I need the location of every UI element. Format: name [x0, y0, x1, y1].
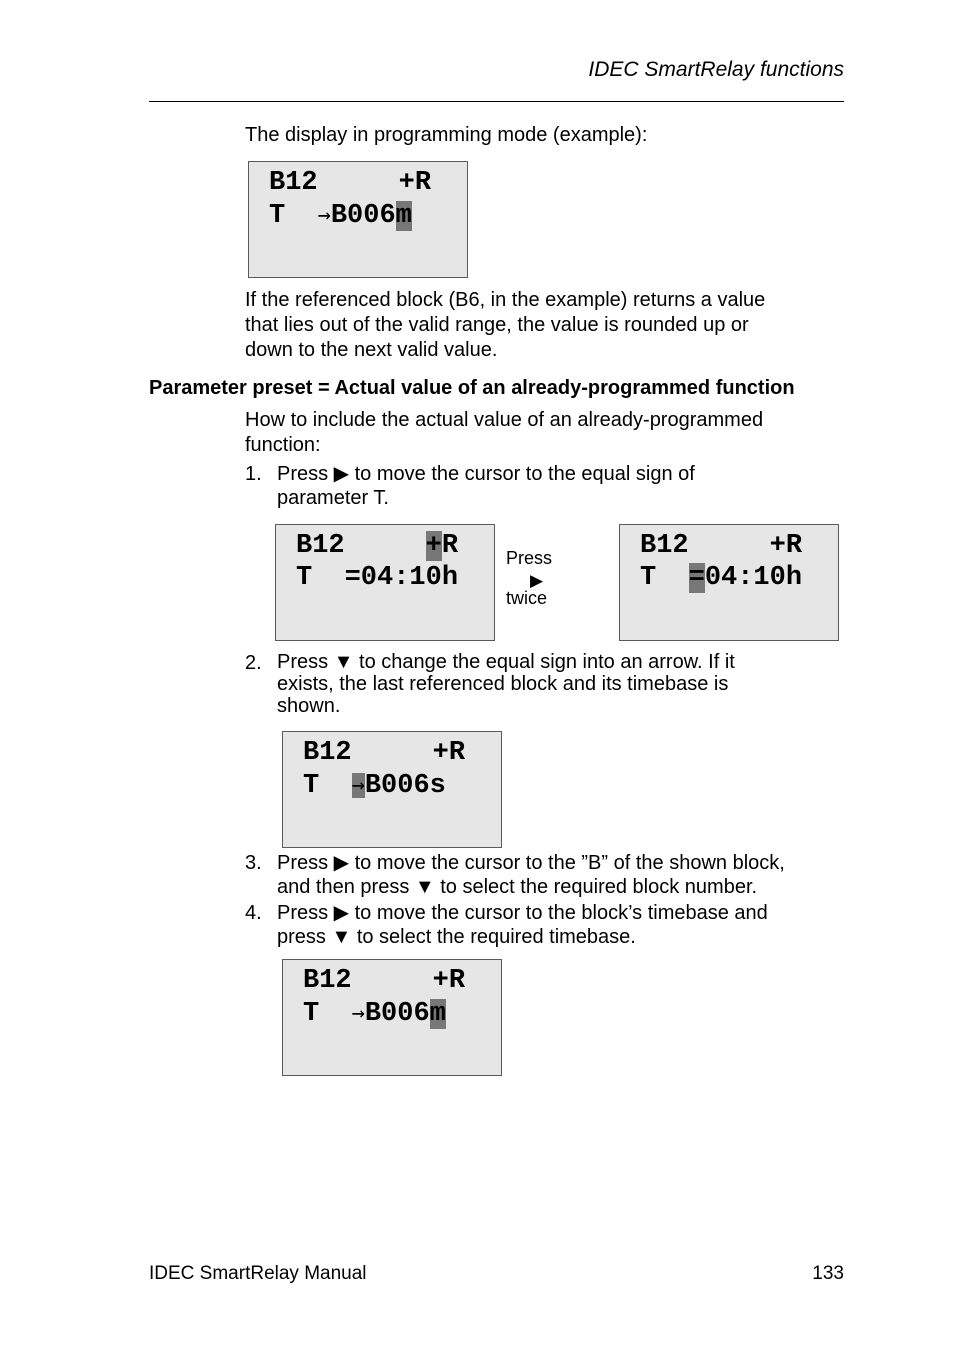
step-number: 2.	[245, 652, 262, 674]
running-header: IDEC SmartRelay functions	[588, 58, 844, 81]
lcd-text: T	[303, 771, 352, 801]
right-arrow-icon: ▶	[530, 571, 544, 590]
lcd-text: B006	[364, 999, 430, 1029]
how-to-paragraph	[245, 408, 763, 458]
step-line: and then press ▼ to select the required block number.	[277, 876, 758, 898]
lcd-line-1	[296, 531, 458, 562]
lcd-line-1: B12 +R	[303, 738, 466, 768]
lcd-line-2	[303, 770, 446, 802]
lcd-text: B006	[330, 201, 396, 231]
lcd-line-1: B12 +R	[640, 531, 803, 561]
lcd-line-2	[269, 200, 412, 232]
lcd-display-arrow	[282, 731, 502, 848]
paragraph-line: How to include the actual value of an already-programmed	[245, 409, 764, 431]
step-line: press ▼ to select the required timebase.	[277, 926, 636, 948]
lcd-text: B12	[296, 531, 426, 561]
paragraph-line: If the referenced block (B6, in the example) returns a value	[245, 289, 766, 311]
lcd-cursor: +	[425, 531, 442, 561]
step-1-text	[277, 462, 847, 510]
lcd-cursor: m	[429, 999, 446, 1029]
twice-label: twice	[506, 588, 548, 608]
lcd-cursor: =	[688, 563, 705, 593]
lcd-display-final	[282, 959, 502, 1076]
out-of-range-paragraph	[245, 288, 765, 363]
lcd-display-after	[619, 524, 839, 641]
paragraph-line: that lies out of the valid range, the value is rounded up or	[245, 314, 749, 336]
step-line: Press ▶ to move the cursor to the block’s timebase and	[277, 902, 768, 924]
lcd-display-before	[275, 524, 495, 641]
lcd-display-example	[248, 161, 468, 278]
step-line: Press ▶ to move the cursor to the equal sign of	[277, 463, 695, 485]
lcd-text: R	[441, 531, 459, 561]
paragraph-line: function:	[245, 434, 321, 456]
lcd-line-1: B12 +R	[303, 966, 466, 996]
lcd-line-1: B12 +R	[269, 168, 432, 198]
lcd-line-2: T =04:10h	[296, 563, 459, 593]
lcd-line-2	[640, 563, 802, 594]
lcd-text: 04:10h	[704, 563, 803, 593]
lcd-text: T	[303, 999, 352, 1029]
step-number: 4.	[245, 902, 262, 924]
step-3-text	[277, 851, 847, 899]
page-number: 133	[812, 1263, 844, 1284]
step-line: Press ▼ to change the equal sign into an arrow. If it	[277, 651, 735, 673]
footer-manual-title: IDEC SmartRelay Manual	[149, 1263, 367, 1284]
step-4-text	[277, 901, 847, 949]
step-line: exists, the last referenced block and its timebase is	[277, 673, 729, 695]
header-rule	[149, 101, 844, 102]
lcd-text: T	[269, 201, 318, 231]
lcd-cursor-arrow-icon: →	[351, 773, 365, 798]
arrow-right-icon: →	[351, 1001, 365, 1026]
step-number: 1.	[245, 463, 262, 485]
step-line: Press ▶ to move the cursor to the ”B” of the shown block,	[277, 852, 785, 874]
intro-text: The display in programming mode (example):	[245, 124, 648, 146]
lcd-cursor: m	[395, 201, 412, 231]
section-heading: Parameter preset = Actual value of an already-programmed function	[149, 377, 795, 399]
lcd-text: B006s	[364, 771, 446, 801]
step-2-text	[277, 651, 847, 717]
step-line: shown.	[277, 695, 341, 717]
step-number: 3.	[245, 852, 262, 874]
arrow-right-icon: →	[317, 203, 331, 228]
lcd-line-2	[303, 998, 446, 1030]
press-label: Press	[506, 548, 553, 568]
step-line: parameter T.	[277, 487, 389, 509]
lcd-text: T	[640, 563, 689, 593]
paragraph-line: down to the next valid value.	[245, 339, 498, 361]
